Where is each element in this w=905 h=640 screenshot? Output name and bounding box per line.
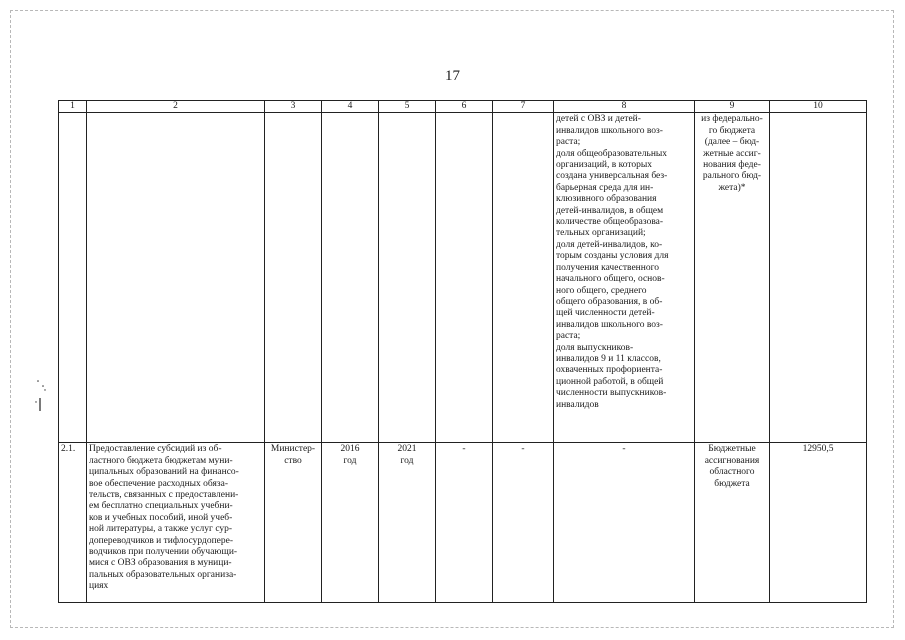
text-line: Министер- — [270, 444, 316, 455]
text-line: начального общего, основ- — [556, 274, 665, 285]
text-line: ципальных образований на финансо- — [89, 467, 239, 478]
responsible-cell — [265, 443, 322, 603]
text-line: бюджета — [714, 478, 750, 489]
text-line: тельств, связанных с предоставлени- — [89, 490, 239, 501]
header-col-7: 7 — [493, 101, 554, 113]
text-line: пальных образовательных организа- — [89, 569, 237, 580]
text-line: циях — [89, 581, 109, 592]
cell-empty — [59, 113, 87, 443]
table-row — [59, 443, 867, 603]
header-col-8: 8 — [554, 101, 695, 113]
page-number: 17 — [445, 68, 460, 84]
cell-empty — [87, 113, 265, 443]
text-line: ков и учебных пособий, иной учеб- — [89, 512, 233, 523]
text-line: создана универсальная без- — [556, 171, 668, 182]
text-line: организаций, в которых — [556, 160, 653, 171]
text-line: клюзивного образования — [556, 194, 657, 205]
margin-scribble-marks — [34, 378, 48, 418]
cell-empty — [436, 113, 493, 443]
text-line: ассигнования — [704, 455, 760, 466]
text-line: количестве общеобразова- — [556, 217, 664, 228]
text-line: водчиков при получении обучающи- — [89, 547, 238, 558]
cell-empty — [493, 113, 554, 443]
text-line: щей численности детей- — [556, 308, 655, 319]
text-line: тельных организаций; — [556, 228, 646, 239]
text-line: ной литературы, а также услуг сур- — [89, 524, 233, 535]
text-line: из федерально- — [701, 114, 763, 125]
text-line: областного — [709, 467, 755, 478]
indicators-cell — [554, 113, 695, 443]
text-line: ство — [284, 455, 302, 466]
text-line: допереводчиков и тифлосурдопере- — [89, 535, 234, 546]
amount-cell: 12950,5 — [770, 443, 867, 603]
text-line: год — [400, 455, 414, 466]
text-line: (далее – бюд- — [704, 137, 760, 148]
text-line: Предоставление субсидий из об- — [89, 444, 222, 455]
header-col-6: 6 — [436, 101, 493, 113]
text-line: торым созданы условия для — [556, 251, 669, 262]
header-col-2: 2 — [87, 101, 265, 113]
header-row — [59, 101, 867, 113]
dash-cell: - — [436, 443, 493, 603]
text-line: го бюджета — [708, 125, 756, 136]
start-year-cell — [322, 443, 379, 603]
text-line: жета)* — [718, 182, 746, 193]
document-table — [58, 100, 867, 603]
text-line: доля выпускников- — [556, 342, 634, 353]
text-line: общего образования, в об- — [556, 296, 663, 307]
text-line: инвалидов школьного воз- — [556, 125, 663, 136]
text-line: раста; — [556, 331, 581, 342]
text-line: ного общего, среднего — [556, 285, 647, 296]
header-col-1: 1 — [59, 101, 87, 113]
item-number-cell: 2.1. — [59, 443, 87, 603]
text-line: инвалидов 9 и 11 классов, — [556, 353, 661, 364]
text-line: нования феде- — [703, 160, 761, 171]
text-line: доля общеобразовательных — [556, 148, 668, 159]
text-line: раста; — [556, 137, 581, 148]
text-line: детей-инвалидов, в общем — [556, 205, 664, 216]
text-line: вое обеспечение расходных обяза- — [89, 478, 229, 489]
text-line: охваченных профориента- — [556, 365, 663, 376]
text-line: инвалидов школьного воз- — [556, 319, 663, 330]
text-line: доля детей-инвалидов, ко- — [556, 239, 663, 250]
end-year-cell — [379, 443, 436, 603]
text-line: получения качественного — [556, 262, 659, 273]
description-cell — [87, 443, 265, 603]
header-col-5: 5 — [379, 101, 436, 113]
text-line: рального бюд- — [702, 171, 762, 182]
cell-empty — [265, 113, 322, 443]
header-col-4: 4 — [322, 101, 379, 113]
header-col-10: 10 — [770, 101, 867, 113]
cell-empty — [379, 113, 436, 443]
cell-empty — [770, 113, 867, 443]
text-line: ластного бюджета бюджетам муни- — [89, 455, 233, 466]
table-row — [59, 113, 867, 443]
text-line: инвалидов — [556, 399, 599, 410]
text-line: ем бесплатно специальных учебни- — [89, 501, 233, 512]
dash-cell: - — [493, 443, 554, 603]
text-line: барьерная среда для ин- — [556, 182, 654, 193]
text-line: детей с ОВЗ и детей- — [556, 114, 641, 125]
text-line: 2021 — [397, 444, 417, 455]
funding-source-cell — [695, 443, 770, 603]
text-line: 2016 — [340, 444, 360, 455]
text-line: численности выпускников- — [556, 388, 667, 399]
dash-cell: - — [554, 443, 695, 603]
text-line: ционной работой, в общей — [556, 376, 664, 387]
header-col-9: 9 — [695, 101, 770, 113]
header-col-3: 3 — [265, 101, 322, 113]
cell-empty — [322, 113, 379, 443]
text-line: год — [343, 455, 357, 466]
funding-source-cell — [695, 113, 770, 443]
text-line: мися с ОВЗ образования в муници- — [89, 558, 232, 569]
text-line: жетные ассиг- — [703, 148, 761, 159]
text-line: Бюджетные — [708, 444, 756, 455]
